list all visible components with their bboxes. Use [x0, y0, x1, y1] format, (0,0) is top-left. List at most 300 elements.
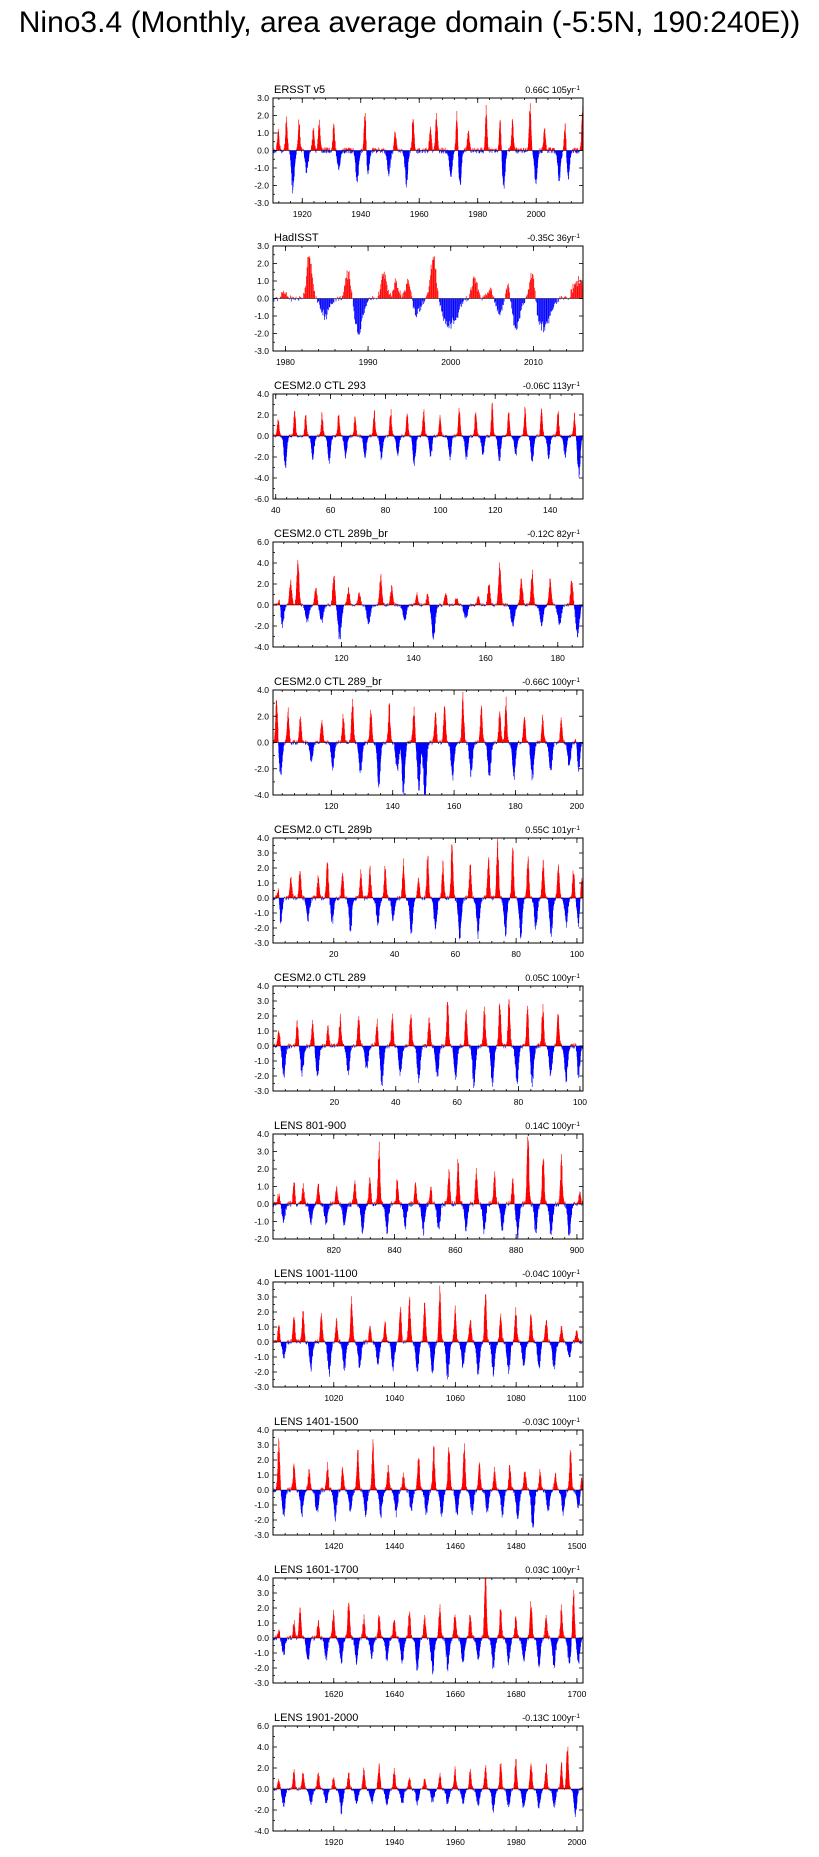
- x-tick-label: 1980: [468, 209, 488, 219]
- bar: [363, 299, 364, 315]
- bar: [577, 281, 578, 299]
- x-tick-label: 2000: [526, 209, 546, 219]
- bar: [392, 291, 393, 298]
- y-tick-label: -2.0: [254, 328, 269, 339]
- bar: [455, 299, 456, 321]
- bar: [545, 299, 546, 325]
- bar: [520, 299, 521, 318]
- bar: [306, 276, 307, 298]
- bar: [478, 291, 479, 298]
- bar: [522, 299, 523, 304]
- bar: [418, 299, 419, 310]
- bar: [519, 299, 520, 319]
- bar: [349, 271, 350, 298]
- bar: [450, 299, 451, 325]
- y-tick-label: 3.0: [257, 93, 269, 103]
- bar: [422, 299, 423, 305]
- bar: [307, 267, 308, 298]
- bar: [326, 299, 327, 320]
- y-tick-label: 4.0: [257, 389, 269, 399]
- y-tick-label: 1.0: [257, 276, 269, 286]
- bar: [310, 258, 311, 299]
- bar: [480, 295, 481, 299]
- bar: [336, 743, 337, 746]
- bar: [431, 269, 432, 298]
- x-tick-label: 2010: [523, 357, 543, 367]
- bar: [477, 283, 478, 299]
- bar: [558, 299, 559, 302]
- bar: [358, 299, 359, 335]
- bar: [517, 299, 518, 329]
- panel-title: HadISST: [274, 232, 319, 244]
- bar: [521, 299, 522, 310]
- bar: [462, 299, 463, 304]
- bar: [361, 299, 362, 322]
- bar: [290, 295, 291, 298]
- bar: [320, 299, 321, 309]
- bar: [417, 151, 418, 154]
- bar: [409, 151, 410, 157]
- bar: [410, 148, 411, 151]
- x-tick-label: 140: [542, 505, 558, 515]
- bar: [438, 605, 439, 607]
- bar: [385, 275, 386, 299]
- bar: [578, 276, 579, 299]
- bar: [412, 299, 413, 301]
- bar: [332, 436, 333, 439]
- bar: [448, 299, 449, 326]
- bar: [424, 299, 425, 303]
- x-tick-label: 120: [488, 505, 503, 515]
- bar: [393, 743, 394, 745]
- bar: [525, 148, 526, 150]
- bar: [449, 299, 450, 321]
- bar: [417, 299, 418, 314]
- bar: [384, 272, 385, 299]
- bar: [367, 299, 368, 303]
- bar: [360, 299, 361, 333]
- bar: [524, 299, 525, 304]
- x-tick-label: 40: [271, 505, 281, 515]
- bar: [356, 299, 357, 325]
- bar: [438, 291, 439, 299]
- bar: [324, 147, 325, 150]
- bar: [551, 299, 552, 312]
- bar: [297, 743, 298, 745]
- bar: [311, 264, 312, 299]
- y-tick-label: -4.0: [254, 473, 269, 483]
- bar: [472, 286, 473, 299]
- bar: [356, 299, 357, 324]
- bar: [520, 299, 521, 311]
- bar: [387, 285, 388, 299]
- y-tick-label: 1.0: [257, 128, 269, 138]
- bar: [554, 151, 555, 154]
- bar: [511, 299, 512, 309]
- panel-title: CESM2.0 CTL 289b_br: [274, 528, 388, 540]
- bar: [308, 257, 309, 298]
- bar: [442, 299, 443, 317]
- bar: [569, 436, 570, 438]
- panel-title: CESM2.0 CTL 289_br: [274, 676, 382, 688]
- bar: [334, 299, 335, 303]
- bar: [581, 282, 582, 299]
- bar: [404, 292, 405, 299]
- bar: [406, 284, 407, 299]
- bar: [469, 294, 470, 299]
- bar: [551, 299, 552, 312]
- bar: [282, 292, 283, 298]
- bar: [367, 299, 368, 302]
- bar: [327, 299, 328, 315]
- bar: [556, 299, 557, 305]
- bar: [532, 274, 533, 298]
- bar: [576, 281, 577, 298]
- bar: [509, 292, 510, 298]
- bar: [306, 740, 307, 742]
- bar: [281, 296, 282, 298]
- bar: [411, 292, 412, 298]
- bar: [536, 299, 537, 303]
- bar-series: [273, 560, 583, 640]
- bar: [575, 285, 576, 299]
- bar: [316, 296, 317, 299]
- bar: [553, 299, 554, 310]
- bar: [575, 148, 576, 151]
- x-tick-label: 100: [433, 505, 448, 515]
- bar: [573, 288, 574, 298]
- bar: [466, 296, 467, 298]
- bar: [391, 295, 392, 298]
- bar: [426, 296, 427, 298]
- bar: [384, 148, 385, 150]
- bar: [291, 299, 292, 302]
- bar: [502, 299, 503, 305]
- bar: [462, 299, 463, 303]
- y-tick-label: -2.0: [254, 452, 269, 462]
- bar: [496, 299, 497, 306]
- bar: [351, 290, 352, 299]
- bar: [437, 288, 438, 298]
- bar: [333, 299, 334, 303]
- bar: [407, 284, 408, 299]
- bar: [458, 603, 459, 605]
- y-tick-label: 2.0: [257, 110, 269, 121]
- bar: [298, 299, 299, 301]
- bar: [416, 299, 417, 318]
- bar: [426, 148, 427, 151]
- bar: [524, 299, 525, 303]
- bar: [397, 288, 398, 299]
- bar: [515, 299, 516, 329]
- bar: [575, 433, 576, 436]
- bar: [309, 256, 310, 298]
- chart-panel-4: [254, 528, 583, 663]
- bar: [348, 272, 349, 298]
- bar: [325, 299, 326, 317]
- bar: [435, 269, 436, 299]
- bar: [383, 743, 384, 745]
- bar: [507, 151, 508, 156]
- bar: [312, 278, 313, 299]
- bar: [393, 151, 394, 153]
- bar: [489, 290, 490, 299]
- bar: [506, 288, 507, 298]
- bar: [553, 603, 554, 605]
- y-tick-label: 6.0: [257, 537, 269, 547]
- bar: [360, 299, 361, 330]
- bar: [518, 299, 519, 321]
- bar: [535, 291, 536, 299]
- bar: [421, 299, 422, 307]
- bar: [359, 299, 360, 335]
- bar: [425, 299, 426, 301]
- bar: [316, 151, 317, 154]
- x-tick-label: 180: [550, 653, 565, 663]
- bar: [516, 299, 517, 330]
- bar: [461, 434, 462, 436]
- bar: [336, 601, 337, 605]
- bar: [327, 743, 328, 745]
- bar: [449, 299, 450, 329]
- bar: [321, 299, 322, 310]
- bar: [347, 270, 348, 298]
- bar: [284, 294, 285, 299]
- bar: [326, 148, 327, 150]
- bar: [527, 294, 528, 298]
- bar-series: [273, 692, 583, 795]
- bar: [437, 605, 438, 608]
- bar: [573, 284, 574, 299]
- bar: [340, 296, 341, 298]
- bar: [372, 296, 373, 298]
- bar: [385, 743, 386, 745]
- bar: [561, 296, 562, 298]
- bar: [365, 299, 366, 307]
- bar: [447, 299, 448, 326]
- bar: [405, 291, 406, 298]
- bar: [420, 299, 421, 311]
- bar: [502, 299, 503, 311]
- bar: [274, 299, 275, 302]
- bar: [548, 299, 549, 319]
- bar: [319, 299, 320, 305]
- bar: [515, 299, 516, 328]
- bar: [476, 282, 477, 299]
- bar: [442, 151, 443, 154]
- bar: [409, 287, 410, 299]
- bar: [283, 293, 284, 298]
- bar: [495, 299, 496, 302]
- bar: [342, 296, 343, 298]
- bar: [352, 292, 353, 298]
- bar: [540, 299, 541, 322]
- bar: [437, 740, 438, 743]
- bar: [362, 299, 363, 319]
- bar: [310, 264, 311, 299]
- bar: [518, 299, 519, 323]
- bar: [366, 140, 367, 150]
- bar: [430, 275, 431, 298]
- bar: [344, 286, 345, 298]
- bar: [451, 299, 452, 323]
- bar: [385, 279, 386, 299]
- page-title: Nino3.4 (Monthly, area average domain (-5:5N, 190:240E)): [18, 6, 801, 39]
- bar: [552, 151, 553, 153]
- bar: [399, 293, 400, 298]
- bar: [378, 292, 379, 299]
- bar: [445, 299, 446, 320]
- bar: [416, 299, 417, 316]
- bar: [440, 299, 441, 307]
- bar: [396, 281, 397, 299]
- bar: [470, 147, 471, 150]
- bar: [422, 299, 423, 301]
- bar: [415, 299, 416, 315]
- bar: [283, 291, 284, 299]
- chart-panel-5: [254, 676, 584, 811]
- bar: [284, 743, 285, 746]
- bar: [332, 299, 333, 305]
- bar: [577, 148, 578, 150]
- bar: [523, 148, 524, 151]
- bar: [318, 601, 319, 605]
- bar: [451, 299, 452, 329]
- bar: [502, 601, 503, 605]
- bar: [355, 299, 356, 324]
- bar: [321, 299, 322, 313]
- bar: [346, 278, 347, 299]
- x-tick-label: 2000: [441, 357, 461, 367]
- bar: [400, 151, 401, 153]
- bar: [467, 299, 468, 302]
- bar: [571, 289, 572, 298]
- bar: [492, 603, 493, 605]
- bar: [500, 299, 501, 316]
- bar: [314, 291, 315, 298]
- bar: [286, 605, 287, 607]
- y-tick-label: -1.0: [254, 163, 269, 173]
- bar: [329, 148, 330, 151]
- bar: [579, 284, 580, 299]
- bar: [517, 151, 518, 154]
- chart-panel-1: [254, 84, 583, 219]
- bar: [365, 299, 366, 309]
- bar: [436, 269, 437, 298]
- bar: [345, 285, 346, 299]
- bar: [573, 151, 574, 153]
- bar: [350, 286, 351, 299]
- bar: [400, 295, 401, 298]
- bar: [346, 740, 347, 742]
- bar: [542, 299, 543, 325]
- bar: [552, 299, 553, 311]
- x-tick-label: 60: [325, 505, 336, 515]
- bar: [460, 299, 461, 304]
- bar: [535, 299, 536, 301]
- bar: [285, 293, 286, 299]
- bar: [427, 293, 428, 299]
- bar: [498, 299, 499, 310]
- bar: [538, 299, 539, 317]
- bar: [527, 295, 528, 298]
- bar: [539, 151, 540, 155]
- bar: [350, 151, 351, 154]
- y-tick-label: 0.0: [257, 431, 269, 441]
- panel-stats: -0.12C $82yr^{-1}$: [527, 529, 580, 539]
- bar: [416, 151, 417, 153]
- bar: [479, 151, 480, 154]
- bar: [501, 146, 502, 150]
- bar: [285, 294, 286, 298]
- x-tick-label: 80: [380, 505, 391, 515]
- bar: [386, 281, 387, 298]
- x-tick-label: 1960: [409, 209, 429, 219]
- y-tick-label: 4.0: [257, 558, 269, 568]
- bar: [485, 294, 486, 299]
- bar: [407, 279, 408, 299]
- bar: [349, 279, 350, 298]
- bar: [394, 283, 395, 299]
- bar: [432, 151, 433, 153]
- bar: [317, 299, 318, 303]
- bar: [418, 299, 419, 309]
- bar: [305, 286, 306, 298]
- bar: [394, 290, 395, 299]
- bar: [305, 288, 306, 299]
- bar: [409, 284, 410, 299]
- bar: [574, 601, 575, 605]
- bar: [408, 280, 409, 298]
- bar: [538, 299, 539, 322]
- x-tick-label: 120: [334, 653, 349, 663]
- bar: [474, 277, 475, 298]
- bar: [429, 286, 430, 298]
- bar: [385, 151, 386, 154]
- y-tick-label: 3.0: [257, 241, 269, 251]
- bar: [343, 295, 344, 298]
- bar: [458, 299, 459, 318]
- bar: [531, 278, 532, 299]
- bar: [403, 292, 404, 298]
- bar-series: [273, 403, 583, 478]
- bar: [458, 146, 459, 150]
- bar: [555, 299, 556, 303]
- bar: [463, 299, 464, 302]
- bar: [345, 278, 346, 298]
- bar: [328, 299, 329, 311]
- bar: [456, 299, 457, 321]
- bar: [509, 287, 510, 298]
- bar: [285, 740, 286, 743]
- bar: [307, 743, 308, 745]
- bar: [429, 280, 430, 298]
- bar: [364, 743, 365, 746]
- bar: [492, 151, 493, 154]
- bar: [363, 299, 364, 316]
- panel-stats: -0.35C $36yr^{-1}$: [527, 233, 580, 243]
- bar: [534, 288, 535, 299]
- bar: [580, 280, 581, 299]
- bar: [492, 295, 493, 299]
- bar: [428, 292, 429, 298]
- bar: [332, 299, 333, 304]
- bar: [488, 148, 489, 151]
- bar: [518, 151, 519, 154]
- bar: [329, 299, 330, 308]
- bar: [330, 151, 331, 153]
- bar: [470, 290, 471, 299]
